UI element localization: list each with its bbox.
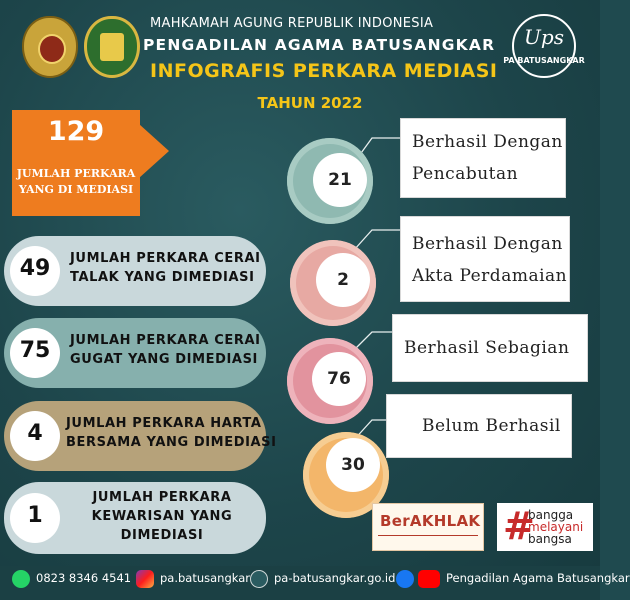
cerai-talak-label-line2: TALAK YANG DIMEDIASI <box>70 270 255 285</box>
pencabutan-value: 21 <box>328 170 352 190</box>
berakhlak-badge-text: BerAKHLAK <box>380 512 481 530</box>
page-year: TAHUN 2022 <box>257 94 363 112</box>
globe-icon <box>250 570 268 588</box>
page-title: INFOGRAFIS PERKARA MEDIASI <box>150 60 498 82</box>
kewarisan-label-line1: JUMLAH PERKARA <box>92 490 232 505</box>
header-court-name: PENGADILAN AGAMA BATUSANGKAR <box>143 36 496 54</box>
sebagian-value: 76 <box>327 369 351 389</box>
belum-berhasil-label: Belum Berhasil <box>422 416 561 436</box>
ups-logo-text: Ups <box>524 25 564 49</box>
kewarisan-label-line3: DIMEDIASI <box>120 528 204 543</box>
whatsapp-icon <box>12 570 30 588</box>
kewarisan-label-line2: KEWARISAN YANG <box>91 509 233 524</box>
pencabutan-label <box>412 126 563 190</box>
total-label-line2: YANG DI MEDIASI <box>18 183 134 196</box>
bangga-text-line3: bangsa <box>528 532 572 546</box>
belum-berhasil-value: 30 <box>341 455 365 475</box>
ups-logo-subtitle: PA BATUSANGKAR <box>503 56 585 65</box>
cerai-gugat-label-line1: JUMLAH PERKARA CERAI <box>70 333 261 348</box>
bangga-text-line1: bangga <box>528 508 574 522</box>
cerai-gugat-value: 75 <box>19 338 51 363</box>
total-label-line1: JUMLAH PERKARA <box>16 167 136 180</box>
connector-2 <box>354 230 400 250</box>
berakhlak-badge-underline <box>378 535 478 540</box>
cerai-talak-value: 49 <box>19 256 51 281</box>
total-value: 129 <box>47 116 105 147</box>
akta-perdamaian-value: 2 <box>337 270 349 290</box>
akta-perdamaian-label-line1: Berhasil Dengan <box>412 234 563 254</box>
bangga-melayani-text <box>528 509 583 545</box>
instagram-icon <box>136 570 154 588</box>
footer-instagram[interactable]: pa.batusangkar <box>160 571 251 585</box>
youtube-icon <box>418 570 440 588</box>
cerai-talak-label-line1: JUMLAH PERKARA CERAI <box>70 251 261 266</box>
bangga-text-line2: melayani <box>528 520 584 534</box>
header-institution: MAHKAMAH AGUNG REPUBLIK INDONESIA <box>150 16 434 31</box>
hashtag-icon: # <box>503 504 535 548</box>
kewarisan-value: 1 <box>27 503 43 528</box>
footer-phone[interactable]: 0823 8346 4541 <box>36 571 132 585</box>
cerai-gugat-label-line2: GUGAT YANG DIMEDIASI <box>70 352 258 367</box>
facebook-icon <box>396 570 414 588</box>
sebagian-label: Berhasil Sebagian <box>404 338 570 358</box>
footer-website[interactable]: pa-batusangkar.go.id <box>274 571 396 585</box>
harta-bersama-label-line2: BERSAMA YANG DIMEDIASI <box>66 435 277 450</box>
harta-bersama-label-line1: JUMLAH PERKARA HARTA <box>66 416 262 431</box>
footer-social-name[interactable]: Pengadilan Agama Batusangkar <box>446 571 630 585</box>
akta-perdamaian-label <box>412 228 567 292</box>
harta-bersama-value: 4 <box>27 421 43 446</box>
pencabutan-label-line1: Berhasil Dengan <box>412 132 563 152</box>
pencabutan-label-line2: Pencabutan <box>412 164 519 184</box>
akta-perdamaian-label-line2: Akta Perdamaian <box>412 266 568 286</box>
